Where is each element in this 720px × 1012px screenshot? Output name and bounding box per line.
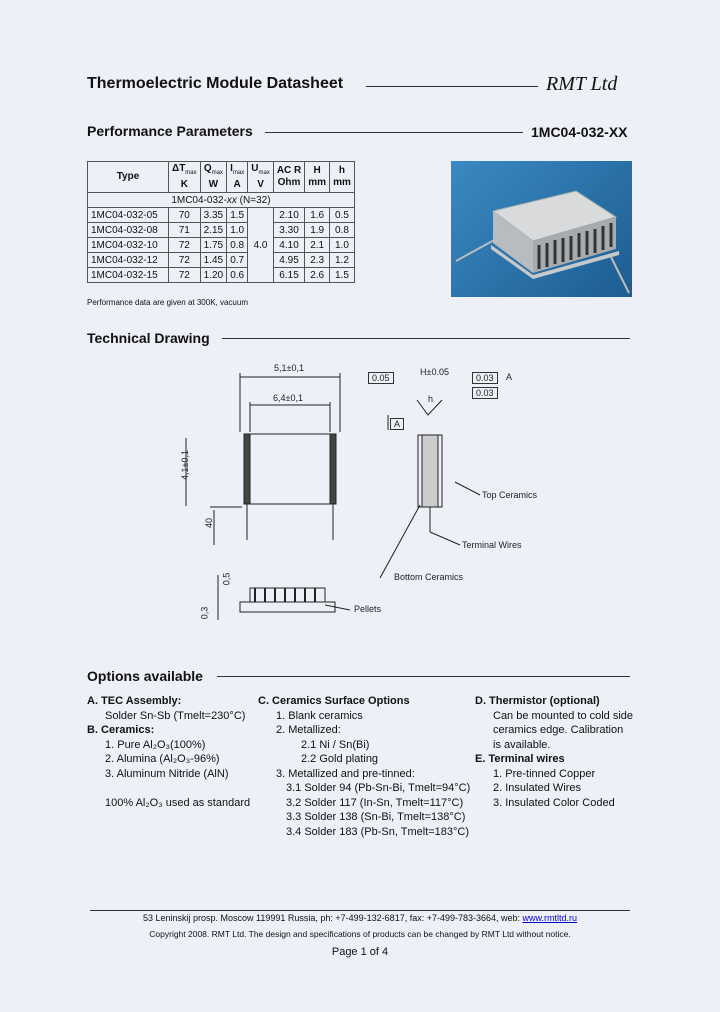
cell-type: 1MC04-032-12	[88, 253, 169, 268]
cell-q: 1.45	[200, 253, 226, 268]
dim-width-total: 5,1±0,1	[274, 363, 304, 373]
column-header-unit: K	[180, 179, 188, 190]
option-item: 3.2 Solder 117 (In-Sn, Tmelt=117°C)	[286, 796, 464, 809]
page-number: Page 1 of 4	[331, 946, 389, 958]
cell-umax: 4.0	[248, 208, 274, 283]
option-item: 2. Alumina (Al₂O₃-96%)	[105, 753, 220, 765]
column-header-unit: W	[208, 179, 219, 190]
cell-i: 1.5	[227, 208, 248, 223]
table-row	[88, 208, 355, 223]
option-heading: D. Thermistor (optional)	[475, 695, 600, 707]
datum-A: A	[390, 418, 404, 430]
cell-acr: 3.30	[273, 223, 304, 238]
column-header-4	[248, 162, 274, 193]
cell-q: 3.35	[200, 208, 226, 223]
label-pellets: Pellets	[354, 604, 382, 614]
column-header-top: Type	[116, 171, 140, 182]
column-header-top: AC R	[276, 165, 302, 176]
cell-type: 1MC04-032-05	[88, 208, 169, 223]
options-section-title: Options available	[87, 668, 203, 684]
option-item: 100% Al₂O₃ used as standard	[105, 796, 251, 809]
footer-address-text: 53 Leninskij prosp. Moscow 119991 Russia, ph: +7-499-132-6817, fax: +7-499-783-3664, web:	[142, 913, 523, 923]
dim-lead: 40	[204, 517, 215, 529]
cell-q: 1.20	[200, 268, 226, 283]
label-top-ceramics: Top Ceramics	[482, 490, 538, 500]
table-row	[88, 268, 355, 283]
cell-acr: 4.10	[273, 238, 304, 253]
cell-dt: 70	[169, 208, 201, 223]
brand-logo: RMT Ltd	[546, 73, 618, 95]
cell-acr: 4.95	[273, 253, 304, 268]
model-code: 1MC04-032-XX	[531, 124, 628, 140]
option-heading: E. Terminal wires	[475, 753, 565, 765]
cell-type: 1MC04-032-10	[88, 238, 169, 253]
cell-q: 2.15	[200, 223, 226, 238]
option-item: 1. Pure Al₂O₃(100%)	[105, 738, 206, 751]
drawing-section-title: Technical Drawing	[87, 330, 210, 346]
option-item	[87, 781, 257, 796]
dim-top-small: 0,5	[221, 572, 232, 586]
option-item: 2.2 Gold plating	[301, 753, 379, 765]
cell-i: 0.6	[227, 268, 248, 283]
flatness2-frame: 0.03	[472, 387, 498, 399]
option-heading: C. Ceramics Surface Options	[258, 695, 410, 707]
cell-h: 0.8	[330, 223, 355, 238]
dim-H: H±0.05	[420, 367, 449, 377]
dim-h: h	[428, 394, 434, 404]
cell-h: 1.2	[330, 253, 355, 268]
options-rule	[217, 676, 630, 677]
cell-i: 0.8	[227, 238, 248, 253]
cell-type: 1MC04-032-08	[88, 223, 169, 238]
options-col-2	[258, 694, 478, 839]
cell-H: 1.9	[305, 223, 330, 238]
option-item: 3. Metallized and pre-tinned:	[276, 767, 415, 780]
cell-h: 1.5	[330, 268, 355, 283]
document-title: Thermoelectric Module Datasheet	[87, 75, 344, 92]
cell-dt: 72	[169, 238, 201, 253]
datum-A-ref: A	[506, 372, 513, 382]
dim-height: 4,1±0,1	[179, 450, 190, 480]
footer-copyright: Copyright 2008. RMT Ltd. The design and specifications of products can be changed by RMT Ltd without notice.	[149, 929, 571, 939]
cell-h: 1.0	[330, 238, 355, 253]
cell-acr: 6.15	[273, 268, 304, 283]
cell-H: 2.1	[305, 238, 330, 253]
option-item: 3.3 Solder 138 (Sn-Bi, Tmelt=138°C)	[286, 811, 466, 823]
table-row	[88, 238, 355, 253]
title-rule	[366, 86, 538, 87]
footer-address	[0, 913, 720, 923]
column-header-5	[273, 162, 304, 193]
column-header-sub: max	[211, 170, 223, 176]
cell-i: 1.0	[227, 223, 248, 238]
performance-note: Performance data are given at 300K, vacuum	[87, 298, 248, 307]
column-header-unit: mm	[308, 177, 327, 188]
cell-H: 2.3	[305, 253, 330, 268]
dim-width-inner: 6,4±0,1	[273, 393, 303, 403]
column-header-2	[200, 162, 226, 193]
column-header-6	[305, 162, 330, 193]
column-header-sub: max	[185, 170, 197, 176]
performance-section-title: Performance Parameters	[87, 123, 253, 139]
dim-bottom-small: 0,3	[199, 606, 210, 620]
technical-drawing	[170, 360, 570, 645]
option-heading: A. TEC Assembly:	[87, 695, 182, 707]
column-header-unit: Ohm	[277, 177, 301, 188]
column-header-top: ΔT	[172, 163, 186, 174]
module-photo	[451, 161, 632, 297]
flatness-frame: 0.05	[368, 372, 394, 384]
table-row	[88, 223, 355, 238]
option-item: 2.1 Ni / Sn(Bi)	[301, 738, 370, 751]
column-header-top: Q	[203, 163, 212, 174]
column-header-sub: max	[232, 170, 245, 176]
column-header-sub: max	[258, 170, 270, 176]
option-item: ceramics edge. Calibration	[493, 724, 624, 736]
column-header-unit: A	[233, 179, 241, 190]
cell-q: 1.75	[200, 238, 226, 253]
parallel-frame: 0.03	[472, 372, 498, 384]
option-item: 2. Insulated Wires	[493, 782, 582, 794]
label-terminal-wires: Terminal Wires	[462, 540, 522, 550]
column-header-7	[330, 162, 355, 193]
column-header-0	[88, 162, 169, 193]
drawing-rule	[222, 338, 630, 339]
column-header-1	[169, 162, 201, 193]
performance-rule	[265, 132, 523, 133]
option-item: 3.1 Solder 94 (Pb-Sn-Bi, Tmelt=94°C)	[286, 782, 471, 794]
cell-type: 1MC04-032-15	[88, 268, 169, 283]
cell-dt: 71	[169, 223, 201, 238]
column-header-top: U	[251, 163, 259, 174]
cell-H: 2.6	[305, 268, 330, 283]
cell-acr: 2.10	[273, 208, 304, 223]
column-header-unit: V	[257, 179, 264, 190]
website-link[interactable]: www.rmtltd.ru	[522, 913, 578, 923]
cell-dt: 72	[169, 253, 201, 268]
option-item: is available.	[493, 738, 551, 751]
footer-rule	[90, 910, 630, 911]
option-item: 2. Metallized:	[276, 724, 341, 736]
options-col-3	[475, 694, 645, 810]
option-heading: B. Ceramics:	[87, 724, 155, 736]
cell-i: 0.7	[227, 253, 248, 268]
cell-h: 0.5	[330, 208, 355, 223]
performance-table	[87, 161, 355, 283]
option-item: 3. Aluminum Nitride (AlN)	[105, 767, 229, 780]
column-header-top: h	[338, 165, 346, 176]
table-row	[88, 253, 355, 268]
cell-H: 1.6	[305, 208, 330, 223]
option-item: 1. Blank ceramics	[276, 709, 363, 722]
option-item: Can be mounted to cold side	[493, 709, 634, 722]
options-col-1	[87, 694, 257, 810]
column-header-unit: mm	[333, 177, 351, 188]
cell-dt: 72	[169, 268, 201, 283]
column-header-3	[227, 162, 248, 193]
option-item: 3.4 Solder 183 (Pb-Sn, Tmelt=183°C)	[286, 825, 470, 838]
column-header-top: H	[313, 165, 321, 176]
option-item: Solder Sn-Sb (Tmelt=230°C)	[105, 709, 246, 722]
label-bottom-ceramics: Bottom Ceramics	[394, 572, 464, 582]
group-row: 1MC04-032-xx (N=32)	[88, 193, 355, 208]
option-item: 1. Pre-tinned Copper	[493, 767, 596, 780]
column-header-top: I	[230, 163, 233, 174]
option-item: 3. Insulated Color Coded	[493, 796, 615, 809]
